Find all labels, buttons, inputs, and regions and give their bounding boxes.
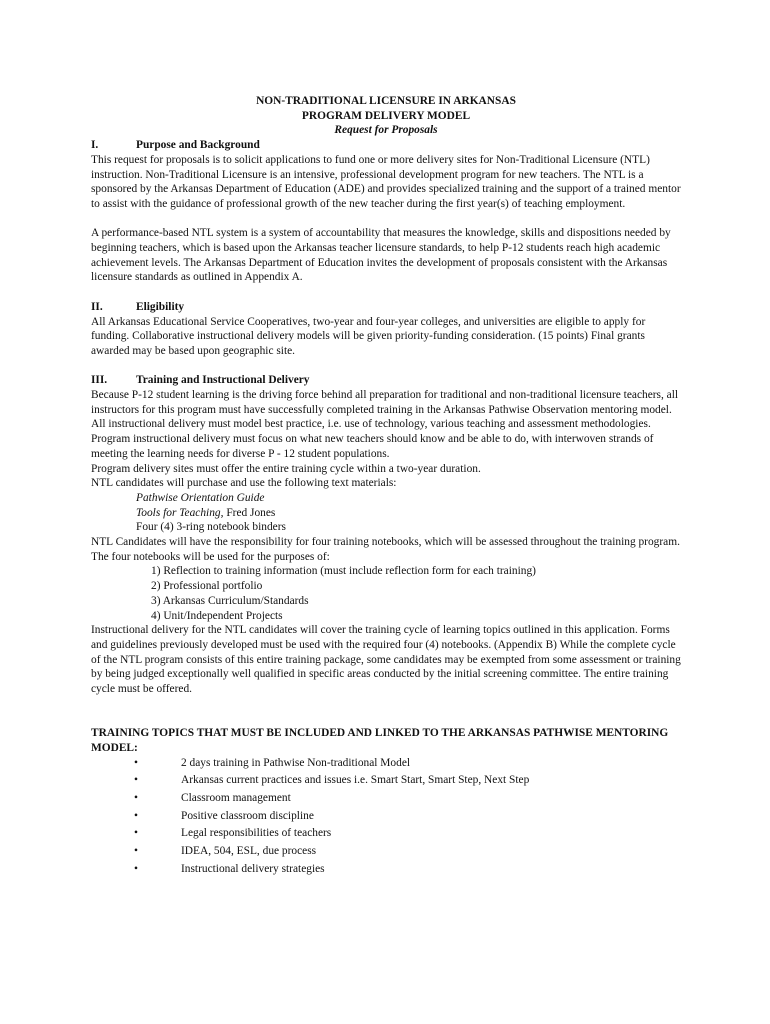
section-heading-training [91, 373, 681, 388]
list-item: • Classroom management [134, 791, 291, 804]
paragraph: Program delivery sites must offer the entire training cycle within a two-year duration. [91, 462, 481, 475]
section-number: II. [91, 300, 103, 313]
bullet-icon: • [134, 774, 138, 787]
purpose-item: 4) Unit/Independent Projects [151, 609, 283, 622]
document-rfp-label: Request for Proposals [334, 124, 438, 137]
list-item: • IDEA, 504, ESL, due process [134, 845, 317, 857]
document-content [91, 94, 681, 879]
paragraph: All Arkansas Educational Service Cooperatives, two-year and four-year colleges, and universities are eligible to apply for funding. Collaborative instructional delivery models will be given priority-funding consideration. (15 points) Final grants awarded may be based upon geographic site. [91, 315, 646, 357]
bullet-icon: • [134, 845, 138, 857]
bullet-icon: • [134, 827, 138, 840]
section-heading-purpose [91, 138, 681, 153]
list-item: • Arkansas current practices and issues i.e. Smart Start, Smart Step, Next Step [134, 774, 530, 787]
paragraph: Because P-12 student learning is the driving force behind all preparation for traditional and non-traditional licensure teachers, all instructors for this program must have successfully completed training in the Arkansas Pathwise Observation mentoring model. All instructional delivery must model best practice, i.e. use of technology, various teaching and assessment methodologies. Program instructional delivery must focus on what new teachers should know and be able to do, with interwoven strands of meeting the learning needs for diverse P - 12 student populations. [91, 389, 679, 460]
purpose-item: 3) Arkansas Curriculum/Standards [151, 594, 309, 607]
document-subtitle: PROGRAM DELIVERY MODEL [301, 109, 471, 122]
section-number: III. [91, 374, 108, 387]
section-number: I. [91, 139, 99, 152]
paragraph: NTL candidates will purchase and use the following text materials: [91, 477, 397, 490]
material-item: Tools for Teaching, Fred Jones [136, 506, 276, 519]
paragraph: NTL Candidates will have the responsibility for four training notebooks, which will be assessed throughout the training program. The four notebooks will be used for the purposes of: [91, 536, 680, 563]
material-item: Four (4) 3-ring notebook binders [136, 521, 286, 534]
paragraph: A performance-based NTL system is a system of accountability that measures the knowledge, skills and dispositions needed by beginning teachers, which is based upon the Arkansas teacher licensure standards, to help P-12 students reach high academic achievement levels. The Arkansas Department of Education invites the development of proposals consistent with the Arkansas licensure standards as outlined in Appendix A. [91, 227, 671, 284]
purpose-item: 2) Professional portfolio [151, 580, 263, 593]
section-title: Training and Instructional Delivery [136, 374, 310, 387]
section-heading-eligibility [91, 300, 681, 315]
bullet-icon: • [134, 791, 138, 804]
bullet-icon: • [134, 756, 138, 769]
material-item: Pathwise Orientation Guide [136, 491, 265, 504]
list-item: • 2 days training in Pathwise Non-traditional Model [134, 756, 411, 769]
section-title: Purpose and Background [136, 139, 260, 152]
topics-list [91, 756, 681, 880]
section-title: Eligibility [136, 300, 185, 313]
document-title: NON-TRADITIONAL LICENSURE IN ARKANSAS [256, 95, 516, 107]
purpose-item: 1) Reflection to training information (must include reflection form for each training) [151, 565, 536, 578]
bullet-icon: • [134, 809, 138, 822]
paragraph: This request for proposals is to solicit applications to fund one or more delivery sites for Non-Traditional Licensure (NTL) instruction. Non-Traditional Licensure is an intensive, professional development program for new teachers. The NTL is a sponsored by the Arkansas Department of Education (ADE) and provides specialized training and the support of a trained mentor to assist with the guidance of professional growth of the new teacher during the first year(s) of teaching employment. [91, 153, 681, 210]
list-item: • Instructional delivery strategies [134, 862, 325, 875]
bullet-icon: • [134, 862, 138, 875]
paragraph: Instructional delivery for the NTL candidates will cover the training cycle of learning topics outlined in this application. Forms and guidelines previously developed must be used with the required four (4) notebooks. (Appendix B) While the complete cycle of the NTL program consists of this entire training package, some candidates may be exempted from some assessment or training by being judged exceptionally well qualified in specific areas conducted by the initial screening committee. The entire training cycle must be offered. [91, 624, 681, 696]
list-item: • Positive classroom discipline [134, 809, 314, 822]
topics-heading: TRAINING TOPICS THAT MUST BE INCLUDED AND LINKED TO THE ARKANSAS PATHWISE MENTORING MODEL: [91, 727, 669, 754]
list-item: • Legal responsibilities of teachers [134, 827, 332, 840]
